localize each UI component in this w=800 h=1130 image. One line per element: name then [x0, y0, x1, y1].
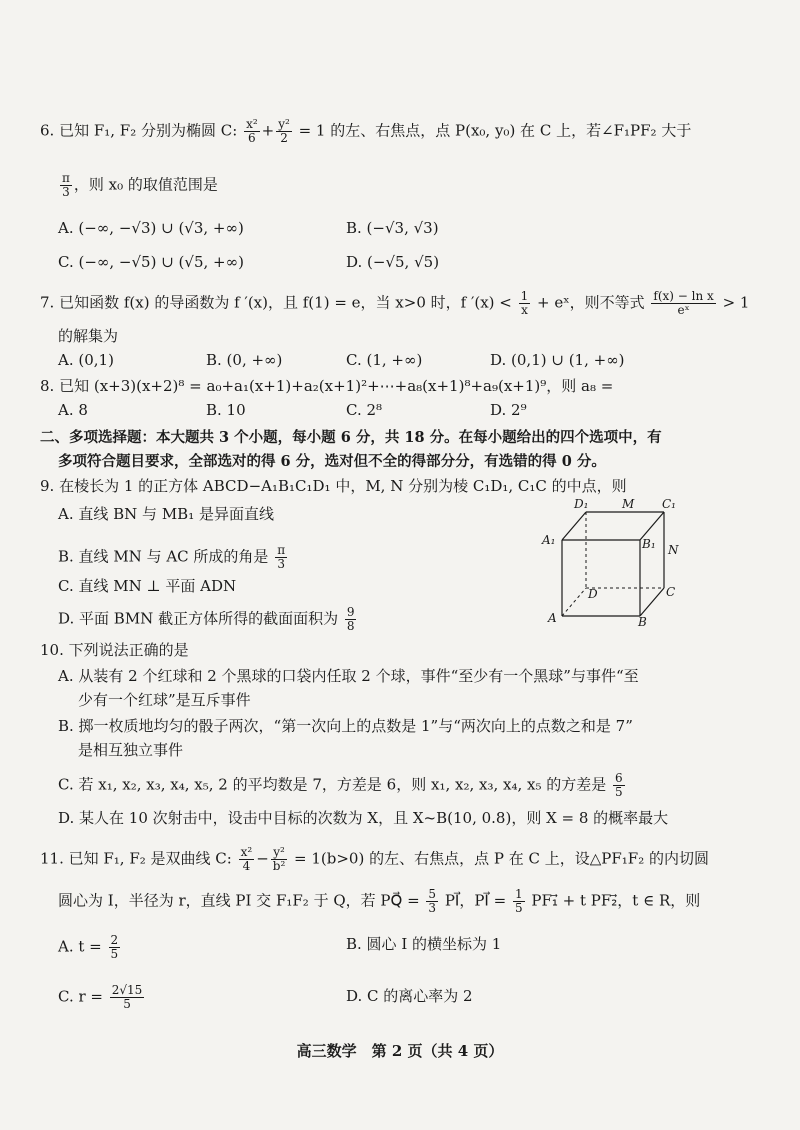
edge-bc	[640, 588, 664, 616]
q6-stem-line1: 6. 已知 F₁, F₂ 分别为椭圆 C: $\frac{\text{x²}}{6}$ + $\frac{\text{y²}}{2}$ = 1 的左、右焦点，点 P(x₀, y₀) 在 C 上，若∠F₁PF₂ 大于	[40, 117, 692, 145]
q9-option-d	[58, 606, 358, 633]
q8-option-a: A. 8	[58, 401, 88, 419]
label-a1: A₁	[542, 533, 556, 547]
q9-option-b-text: B. 直线 MN 与 AC 所成的角是	[58, 547, 274, 566]
label-n: N	[668, 543, 679, 557]
q10-option-c	[58, 772, 627, 799]
q11-frac-x: $\frac{\text{x²}}{4}$	[240, 845, 253, 873]
q11-stem-part3: 圆心为 I，半径为 r，直线 PI 交 F₁F₂ 于 Q，若 PQ⃗ =	[58, 891, 425, 910]
q7-stem-part1: 7. 已知函数 f(x) 的导函数为 f ′(x)，且 f(1) = e，当 x>0 时，f ′(x) <	[40, 293, 517, 312]
q10-option-a-line2: 少有一个红球”是互斥事件	[78, 691, 251, 709]
q6-frac-pi3: $\frac{\pi}{3}$	[62, 171, 70, 199]
q7-stem-line1	[40, 290, 749, 317]
q10-option-d: D. 某人在 10 次射击中，设击中目标的次数为 X，且 X~B(10, 0.8)，则 X = 8 的概率最大	[58, 809, 669, 827]
edge-b1c1	[640, 512, 664, 540]
q11-frac-25: $\frac{2}{5}$	[110, 933, 119, 961]
q11-frac-15: $\frac{1}{5}$	[514, 887, 523, 915]
q7-option-b: B. (0, +∞)	[206, 351, 283, 369]
q10-option-c-text: C. 若 x₁, x₂, x₃, x₄, x₅, 2 的平均数是 7，方差是 6，则 x₁, x₂, x₃, x₄, x₅ 的方差是	[58, 775, 612, 794]
q11-frac-y: $\frac{\text{y²}}{\text{b²}}$	[272, 845, 286, 873]
q8-stem: 8. 已知 (x+3)(x+2)⁸ = a₀+a₁(x+1)+a₂(x+1)²+⋯+a₈(x+1)⁸+a₉(x+1)⁹，则 a₈ =	[40, 377, 614, 395]
q6-frac-x: $\frac{\text{x²}}{6}$	[246, 117, 258, 145]
q9-stem: 9. 在棱长为 1 的正方体 ABCD−A₁B₁C₁D₁ 中，M, N 分别为棱 C₁D₁, C₁C 的中点，则	[40, 477, 627, 495]
label-c: C	[666, 585, 676, 599]
q7-frac-1x: $\frac{1}{x}$	[520, 289, 529, 317]
q9-option-d-text: D. 平面 BMN 截正方体所得的截面面积为	[58, 609, 343, 628]
q8-option-c: C. 2⁸	[346, 401, 383, 419]
page-footer: 高三数学 第 2 页（共 4 页）	[296, 1042, 504, 1060]
q9-frac-pi3: $\frac{\pi}{3}$	[277, 543, 286, 571]
edge-ad-hidden	[562, 588, 586, 616]
label-c1: C₁	[662, 497, 676, 511]
q11-frac-r: $\frac{2√15}{5}$	[111, 983, 143, 1011]
q11-option-a-text: A. t =	[58, 937, 107, 956]
q7-stem-part3: > 1	[717, 293, 750, 312]
q6-stem-part3: ，则 x₀ 的取值范围是	[73, 175, 218, 194]
section2-heading-line2: 多项符合题目要求，全部选对的得 6 分，选对但不全的得部分分，有选错的得 0 分。	[58, 453, 606, 470]
q11-frac-53: $\frac{5}{3}$	[428, 887, 437, 915]
q6-frac-y: $\frac{\text{y²}}{2}$	[278, 117, 290, 145]
q11-stem-line1: 11. 已知 F₁, F₂ 是双曲线 C: $\frac{\text{x²}}{4}$ − $\frac{\text{y²}}{\text{b²}}$ = 1(b>0) 的左、右焦点，点 P 在 C 上，设△PF₁F₂ 的内切圆	[40, 845, 709, 873]
label-d: D	[588, 587, 598, 601]
q11-option-a	[58, 934, 122, 961]
q6-option-a: A. (−∞, −√3) ∪ (√3, +∞)	[58, 219, 244, 237]
edge-a1d1	[562, 512, 586, 540]
q9-option-c: C. 直线 MN ⊥ 平面 ADN	[58, 577, 237, 595]
q10-option-b-line2: 是相互独立事件	[78, 741, 184, 759]
q6-option-b: B. (−√3, √3)	[346, 219, 439, 237]
q8-option-d: D. 2⁹	[490, 401, 527, 419]
label-d1: D₁	[574, 497, 589, 511]
q10-option-a-line1: A. 从装有 2 个红球和 2 个黑球的口袋内任取 2 个球，事件“至少有一个黑球”与事件“至	[58, 667, 639, 685]
q9-option-a: A. 直线 BN 与 MB₁ 是异面直线	[58, 505, 274, 523]
label-b1: B₁	[642, 537, 656, 551]
q6-stem-line2	[58, 172, 218, 199]
q11-stem-part5: PF₁⃗ + t PF₂⃗，t ∈ R，则	[526, 891, 701, 910]
q7-frac-ineq: $\frac{\text{f(x) − ln x}}{\text{eˣ}}$	[653, 289, 714, 317]
q11-option-c	[58, 984, 146, 1011]
q11-option-d: D. C 的离心率为 2	[346, 987, 473, 1005]
q11-stem-part4: PI⃗，PI⃗ =	[440, 891, 511, 910]
q11-option-b: B. 圆心 I 的横坐标为 1	[346, 935, 502, 953]
q6-stem-part2: = 1 的左、右焦点，点 P(x₀, y₀) 在 C 上，若∠F₁PF₂ 大于	[293, 121, 692, 140]
q6-option-c: C. (−∞, −√5) ∪ (√5, +∞)	[58, 253, 244, 271]
q7-stem-line2: 的解集为	[58, 327, 119, 345]
q6-stem-part1: 6. 已知 F₁, F₂ 分别为椭圆 C:	[40, 121, 243, 140]
q10-frac-65: $\frac{6}{5}$	[615, 771, 623, 799]
label-m: M	[622, 497, 635, 511]
q10-option-b-line1: B. 掷一枚质地均匀的骰子两次，“第一次向上的点数是 1”与“两次向上的点数之和是 7”	[58, 717, 633, 735]
label-b: B	[638, 615, 647, 628]
q7-option-c: C. (1, +∞)	[346, 351, 423, 369]
q7-stem-part2: + eˣ，则不等式	[532, 293, 650, 312]
q7-option-d: D. (0,1) ∪ (1, +∞)	[490, 351, 625, 369]
q10-stem: 10. 下列说法正确的是	[40, 641, 189, 659]
q11-stem-part2: = 1(b>0) 的左、右焦点，点 P 在 C 上，设△PF₁F₂ 的内切圆	[289, 849, 709, 868]
q8-option-b: B. 10	[206, 401, 246, 419]
q11-stem-line2	[58, 888, 700, 915]
q7-option-a: A. (0,1)	[58, 351, 114, 369]
q9-option-b	[58, 544, 289, 571]
section2-heading-line1: 二、多项选择题：本大题共 3 个小题，每小题 6 分，共 18 分。在每小题给出的四个选项中，有	[40, 429, 662, 446]
label-a: A	[548, 611, 557, 625]
q6-option-d: D. (−√5, √5)	[346, 253, 440, 271]
q9-frac-98: $\frac{9}{8}$	[346, 605, 355, 633]
cube-figure	[540, 496, 680, 628]
q11-stem-part1: 11. 已知 F₁, F₂ 是双曲线 C:	[40, 849, 237, 868]
q11-option-c-text: C. r =	[58, 987, 108, 1006]
